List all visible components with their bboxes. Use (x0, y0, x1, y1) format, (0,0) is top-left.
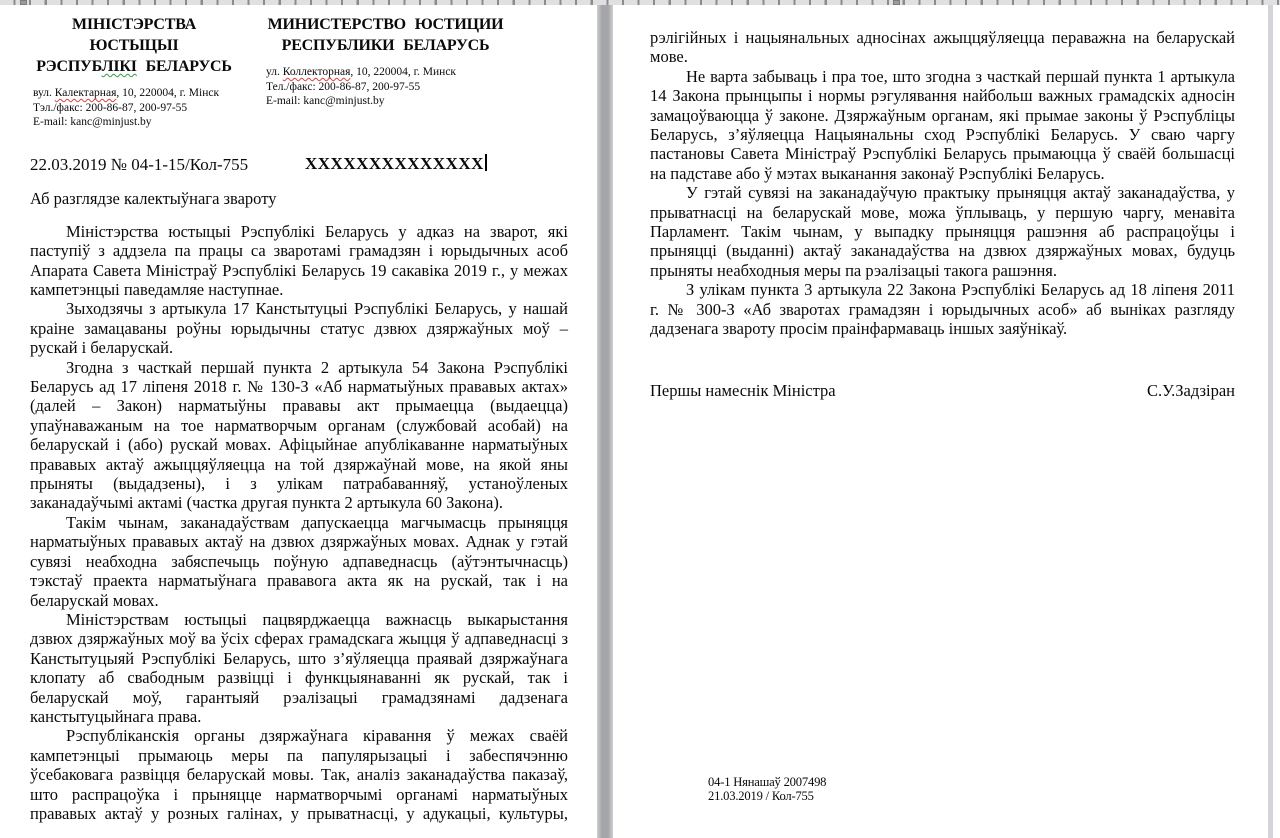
ruler-margin-marker[interactable] (893, 0, 900, 5)
subject-line: Аб разглядзе калектыўнага звароту (30, 188, 277, 208)
addressee-placeholder: ХХХХХХХХХХХХХХ (305, 154, 487, 174)
footer-executor-line: 04-1 Нянашаў 2007498 (708, 775, 827, 789)
page-edge-shadow (1268, 0, 1280, 838)
page-2-body (650, 28, 1235, 339)
spellcheck-red-underline: Калектарная (54, 87, 117, 99)
reference-number: 22.03.2019 № 04-1-15/Кол-755 (30, 154, 249, 174)
signature-row (650, 381, 1235, 401)
signer-title: Першы намеснік Міністра (650, 380, 836, 400)
letterhead-title-ru-line1: МИНИСТЕРСТВО ЮСТИЦИИ (267, 16, 504, 33)
spellcheck-red-underline: Коллекторная (282, 66, 351, 78)
page-2[interactable] (613, 0, 1268, 838)
body-paragraph: Рэспубліканскія органы дзяржаўнага кіравання ў межах сваёй кампетэнцыі прымаюць меры па папулярызацыі і забеспячэнню ўсебаковага развіцця беларускай мовы. Так, аналіз заканадаўства паказаў, што распрацоўка і прыняцце нарматворчымі органамі нарматыўных прававых актаў у розных галінах, у прыватнасці, у адукацыі, культуры, (30, 726, 568, 823)
body-paragraph: З улікам пункта 3 артыкула 22 Закона Рэспублікі Беларусь ад 18 ліпеня 2011 г. № 300-З «Аб зваротах грамадзян і юрыдычных асоб» аб выніках разгляду дадзенага звароту просім праінфармаваць іншых заяўнікаў. (650, 280, 1235, 339)
body-paragraph: Зыходзячы з артыкула 17 Канстытуцыі Рэспублікі Беларусь, у нашай краіне замацаваны роўны юрыдычны статус дзвюх дзяржаўных моў – рускай і беларускай. (30, 299, 568, 358)
body-paragraph: Не варта забываць і пра тое, што згодна з часткай першай пункта 1 артыкула 14 Закона прынцыпы і нормы рэгулявання найбольш важных грамадскіх адносін замацоўваюцца ў законе. Дзяржаўным органам, які прымае законы ў Рэспубліцы Беларусь, з’яўляецца Нацыянальны сход Рэспублікі Беларусь. У сваю чаргу пастановы Савета Міністраў Рэспублікі Беларусь прымаюцца ў сваёй большасці на падставе або ў мэтах выканання законаў Рэспублікі Беларусь. (650, 66, 1235, 183)
text-cursor (485, 154, 487, 171)
email-line: E-mail: kanc@minjust.by (33, 116, 152, 129)
document-footer (708, 776, 826, 804)
page-gutter (597, 0, 613, 838)
body-paragraph: Міністэрства юстыцыі Рэспублікі Беларусь у адказ на зварот, які паступіў з аддзела па працы са зваротамі грамадзян і юрыдычных асоб Апарата Савета Міністраў Рэспублікі Беларусь 19 сакавіка 2019 г., у межах кампетэнцыі паведамляе наступнае. (30, 221, 568, 299)
letterhead-belarusian-column (30, 14, 238, 130)
letterhead-title-by-line2: РЭСПУБЛІКІ БЕЛАРУСЬ (36, 58, 232, 75)
page-1-body (30, 222, 568, 824)
spellcheck-green-underline: ЛІКІ (101, 58, 137, 75)
email-line: E-mail: kanc@minjust.by (266, 95, 385, 108)
body-paragraph: рэлігійных і нацыянальных адносінах ажыццяўляецца пераважна на беларускай мове. (650, 28, 1235, 67)
horizontal-ruler[interactable] (0, 0, 1280, 5)
letterhead-title-by (30, 14, 238, 77)
body-paragraph: У гэтай сувязі на заканадаўчую практыку прыняцця актаў заканадаўства, у прыватнасці на беларускай мове, можа ўплываць, у першую чаргу, менавіта Парламент. Такім чынам, у выпадку прыняцця рашэння аб распрацоўцы і прыняцці (выданні) актаў заканадаўства на дзвюх дзяржаўных мовах, будуць прыняты неабходныя меры па рэалізацыі такога рашэння. (650, 183, 1235, 280)
letterhead-address-by (30, 86, 238, 130)
address-line: вул. Калектарная, 10, 220004, г. Мінск (33, 87, 220, 99)
body-paragraph: Такім чынам, заканадаўствам дапускаецца магчымасць прыняцця нарматыўных прававых актаў на дзвюх дзяржаўных мовах. Аднак у гэтай сувязі неабходна забяспечыць поўную адпаведнасць (аўтэнтычнасць) тэкстаў праекта нарматыўнага прававога акта як на рускай, так і на беларускай мовах. (30, 512, 568, 610)
signer-name: С.У.Задзіран (1147, 380, 1235, 400)
letterhead-russian-column (263, 14, 508, 130)
letterhead-title-ru (263, 14, 508, 56)
footer-date-line: 21.03.2019 / Кол-755 (708, 788, 814, 803)
phone-line: Тел./факс: 200-86-87, 200-97-55 (266, 80, 421, 93)
page-1[interactable] (0, 0, 597, 838)
ruler-margin-marker[interactable] (20, 0, 27, 5)
letterhead-title-ru-line2: РЕСПУБЛИКИ БЕЛАРУСЬ (281, 37, 490, 54)
reference-row (30, 155, 568, 177)
letterhead (30, 14, 568, 130)
body-paragraph: Міністэрствам юстыцыі пацвярджаецца важнасць выкарыстання дзвюх дзяржаўных моў ва ўсіх сферах грамадскага жыцця ў адпаведнасці з Канстытуцыяй Рэспублікі Беларусь, што з’яўляецца праявай дзяржаўнага клопату аб свабодным развіцці і функцыянаванні як рускай, так і беларускай моў, гарантыяй рэалізацыі грамадзянамі дадзенага канстытуцыйнага права. (30, 609, 568, 726)
letterhead-address-ru (263, 65, 508, 109)
address-line: ул. Коллекторная, 10, 220004, г. Минск (266, 66, 457, 78)
letterhead-title-by-line1: МІНІСТЭРСТВА ЮСТЫЦЫІ (71, 16, 197, 54)
body-paragraph: Згодна з часткай першай пункта 2 артыкула 54 Закона Рэспублікі Беларусь ад 17 ліпеня 2018 г. № 130-З «Аб нарматыўных прававых актах» (далей – Закон) нарматыўны прававы акт прымаецца (выдаецца) упаўнаважаным на тое нарматворчым органам (службовай асобай) на беларускай і (або) рускай мовах. Афіцыйнае апублікаванне нарматыўных прававых актаў ажыццяўляецца на той дзяржаўнай мове, на якой яны прыняты (выдадзены), і з улікам патрабаванняў, устаноўленых заканадаўчымі актамі (частка другая пункта 2 артыкула 60 Закона). (30, 357, 568, 513)
phone-line: Тэл./факс: 200-86-87, 200-97-55 (33, 101, 188, 114)
